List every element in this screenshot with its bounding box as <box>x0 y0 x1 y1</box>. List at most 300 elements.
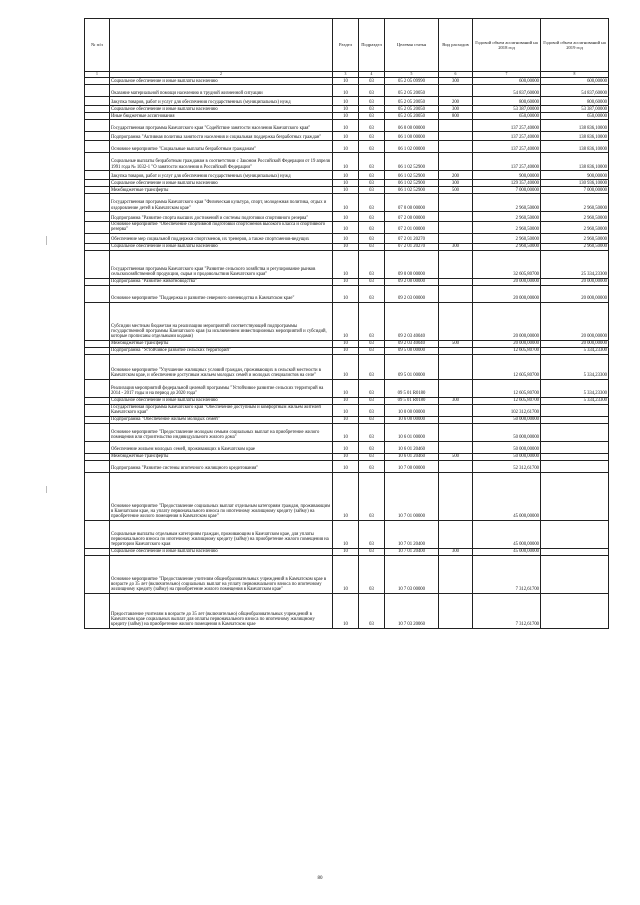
cell-podrazdel: 03 <box>359 347 385 354</box>
cell-exptype <box>439 278 473 285</box>
cell-2018: 2 960,50000 <box>473 243 541 250</box>
cell-name: Иные бюджетные ассигнования <box>110 113 333 120</box>
cell-podrazdel: 03 <box>359 379 385 397</box>
budget-table <box>84 18 609 629</box>
cell-podrazdel: 03 <box>359 141 385 153</box>
cell-exptype: 500 <box>439 187 473 194</box>
cell-2019 <box>541 520 609 548</box>
cell-article: 05 2 05 20050 <box>385 106 439 113</box>
cell-number <box>85 416 110 423</box>
cell-podrazdel: 03 <box>359 187 385 194</box>
table-row <box>85 106 609 113</box>
cell-article: 09 5 01 R0180 <box>385 379 439 397</box>
cell-2018: 7 312,61700 <box>473 555 541 593</box>
cell-2018: 52 312,61700 <box>473 460 541 472</box>
cell-2018: 137 257,40000 <box>473 141 541 153</box>
cell-2019 <box>541 423 609 441</box>
cell-number <box>85 472 110 520</box>
cell-exptype: 200 <box>439 171 473 180</box>
cell-exptype <box>439 520 473 548</box>
cell-name: Основное мероприятие "Предоставление молодым семьям социальных выплат на приобретение жилого помещения или строительство индивидуального жилого дома" <box>110 423 333 441</box>
cell-razdel: 10 <box>333 423 359 441</box>
cell-number <box>85 141 110 153</box>
cell-2019: 7 000,00000 <box>541 187 609 194</box>
cell-name: Государственная программа Камчатского края "Физическая культура, спорт, молодежная политика, отдых и оздоровление детей в Камчатском крае" <box>110 194 333 212</box>
cell-name: Основное мероприятие "Социальные выплаты безработным гражданам" <box>110 141 333 153</box>
cell-name: Социальные выплаты отдельным категориям граждан, проживающим в Камчатском крае, для уплаты первоначального взноса по ипотечному жилищному кредиту (займу) на приобретение жилого помещения на территории Камчатского края <box>110 520 333 548</box>
cell-2018: 102 312,61700 <box>473 404 541 416</box>
cell-exptype: 200 <box>439 97 473 106</box>
table-row <box>85 120 609 132</box>
table-row <box>85 132 609 141</box>
cell-podrazdel: 03 <box>359 441 385 453</box>
table-row <box>85 555 609 593</box>
budget-document <box>84 18 608 629</box>
cell-exptype: 300 <box>439 78 473 85</box>
table-row <box>85 340 609 347</box>
cell-exptype <box>439 285 473 302</box>
cell-exptype: 300 <box>439 243 473 250</box>
cell-razdel: 10 <box>333 113 359 120</box>
cell-article: 07 2 00 00000 <box>385 212 439 222</box>
cell-podrazdel: 03 <box>359 278 385 285</box>
cell-2019: 138 836,10000 <box>541 120 609 132</box>
cell-2019: 20 000,00000 <box>541 278 609 285</box>
cell-exptype <box>439 194 473 212</box>
cell-podrazdel: 03 <box>359 106 385 113</box>
cell-2019: 900,00000 <box>541 171 609 180</box>
cell-podrazdel: 03 <box>359 520 385 548</box>
table-row <box>85 460 609 472</box>
page-number: 80 <box>317 876 323 881</box>
cell-name: Социальное обеспечение и иные выплаты населению <box>110 180 333 187</box>
cell-2019: 2 960,50000 <box>541 194 609 212</box>
cell-name: Межбюджетные трансферты <box>110 187 333 194</box>
cell-number <box>85 132 110 141</box>
cell-podrazdel: 03 <box>359 132 385 141</box>
cell-2019 <box>541 593 609 628</box>
cell-podrazdel: 03 <box>359 397 385 404</box>
cell-podrazdel: 03 <box>359 233 385 243</box>
cell-number <box>85 347 110 354</box>
cell-razdel: 10 <box>333 520 359 548</box>
cell-article: 10 6 01 20460 <box>385 453 439 460</box>
cell-number <box>85 423 110 441</box>
cell-2019: 600,00000 <box>541 78 609 85</box>
cell-2019: 20 000,00000 <box>541 302 609 340</box>
cell-2019 <box>541 441 609 453</box>
table-row <box>85 379 609 397</box>
cell-number <box>85 453 110 460</box>
cell-number <box>85 548 110 555</box>
header-col-2019: Годовой объем ассигнований на 2019 год <box>541 19 609 72</box>
cell-2019: 800,60000 <box>541 97 609 106</box>
cell-exptype <box>439 250 473 278</box>
cell-article: 10 7 01 20400 <box>385 520 439 548</box>
column-number: 7 <box>473 72 541 78</box>
table-row <box>85 153 609 171</box>
table-row <box>85 222 609 234</box>
cell-2019: 2 960,50000 <box>541 212 609 222</box>
cell-razdel: 10 <box>333 441 359 453</box>
cell-podrazdel: 03 <box>359 243 385 250</box>
cell-exptype <box>439 460 473 472</box>
cell-2018: 12 605,80700 <box>473 379 541 397</box>
cell-2018: 50 000,00000 <box>473 416 541 423</box>
cell-article: 07 0 00 00000 <box>385 194 439 212</box>
cell-article: 09 0 00 00000 <box>385 250 439 278</box>
table-row <box>85 180 609 187</box>
cell-razdel: 10 <box>333 106 359 113</box>
cell-2019: 650,00000 <box>541 113 609 120</box>
cell-podrazdel: 03 <box>359 472 385 520</box>
cell-number <box>85 555 110 593</box>
cell-2019: 54 837,60000 <box>541 85 609 97</box>
header-col-exptype: Вид расходов <box>439 19 473 72</box>
cell-2018: 2 960,50000 <box>473 212 541 222</box>
cell-podrazdel: 03 <box>359 548 385 555</box>
cell-podrazdel: 03 <box>359 78 385 85</box>
cell-article: 05 2 05 20050 <box>385 113 439 120</box>
header-col-podrazdel: Подраздел <box>359 19 385 72</box>
cell-number <box>85 233 110 243</box>
cell-exptype <box>439 555 473 593</box>
table-row <box>85 278 609 285</box>
cell-2019: 2 960,50000 <box>541 233 609 243</box>
table-row <box>85 141 609 153</box>
cell-name: Подпрограмма "Развитие животноводства" <box>110 278 333 285</box>
cell-2018: 53 387,00000 <box>473 106 541 113</box>
cell-2019: 130 936,10000 <box>541 180 609 187</box>
cell-2019 <box>541 453 609 460</box>
cell-razdel: 10 <box>333 472 359 520</box>
cell-2018: 45 000,00000 <box>473 472 541 520</box>
cell-name: Реализация мероприятий федеральной целевой программы "Устойчивое развитие сельских территорий на 2014 - 2017 годы и на период до 2020 года" <box>110 379 333 397</box>
cell-exptype <box>439 302 473 340</box>
cell-2019: 5 334,23300 <box>541 397 609 404</box>
table-row <box>85 233 609 243</box>
table-row <box>85 187 609 194</box>
cell-number <box>85 243 110 250</box>
cell-name: Подпрограмма "Развитие спорта высших достижений и системы подготовки спортивного резерва" <box>110 212 333 222</box>
cell-name: Социальное обеспечение и иные выплаты населению <box>110 243 333 250</box>
table-row <box>85 548 609 555</box>
cell-podrazdel: 03 <box>359 302 385 340</box>
cell-name: Социальное обеспечение и иные выплаты населению <box>110 106 333 113</box>
cell-exptype: 800 <box>439 113 473 120</box>
table-row <box>85 453 609 460</box>
cell-number <box>85 85 110 97</box>
cell-exptype <box>439 120 473 132</box>
cell-exptype <box>439 423 473 441</box>
cell-article: 06 1 02 52900 <box>385 153 439 171</box>
cell-2018: 2 960,50000 <box>473 194 541 212</box>
cell-2018: 2 960,50000 <box>473 222 541 234</box>
scan-margin-mark <box>46 236 47 245</box>
cell-name: Государственная программа Камчатского края "Обеспечение доступным и комфортным жильем жителей Камчатского края" <box>110 404 333 416</box>
cell-razdel: 10 <box>333 453 359 460</box>
table-row <box>85 472 609 520</box>
cell-razdel: 10 <box>333 397 359 404</box>
cell-exptype <box>439 212 473 222</box>
cell-name: Обеспечение мер социальной поддержки спортсменов, их тренеров, а также спортсменов-ведущих <box>110 233 333 243</box>
cell-name: Государственная программа Камчатского края "Содействие занятости населения Камчатского края" <box>110 120 333 132</box>
cell-number <box>85 379 110 397</box>
cell-exptype: 500 <box>439 453 473 460</box>
cell-exptype <box>439 233 473 243</box>
cell-number <box>85 194 110 212</box>
cell-razdel: 10 <box>333 233 359 243</box>
cell-2018: 129 357,40000 <box>473 180 541 187</box>
cell-article: 09 5 00 00000 <box>385 347 439 354</box>
cell-exptype: 300 <box>439 106 473 113</box>
header-col-article: Целевая статья <box>385 19 439 72</box>
table-row <box>85 593 609 628</box>
cell-number <box>85 250 110 278</box>
cell-exptype <box>439 354 473 379</box>
cell-podrazdel: 03 <box>359 460 385 472</box>
cell-article: 07 2 01 20270 <box>385 233 439 243</box>
table-row <box>85 416 609 423</box>
cell-2018: 137 257,40000 <box>473 153 541 171</box>
cell-2018: 12 605,80700 <box>473 397 541 404</box>
cell-2019: 5 334,23300 <box>541 347 609 354</box>
table-row <box>85 347 609 354</box>
cell-podrazdel: 03 <box>359 153 385 171</box>
cell-article: 06 1 02 52900 <box>385 171 439 180</box>
cell-razdel: 10 <box>333 171 359 180</box>
cell-name: Предоставление учителям в возрасте до 35 лет (включительно) общеобразовательных учреждений в Камчатском крае социальных выплат для оплаты первоначального взноса по ипотечному жилищному кредиту (займу) на приобретение жилого помещения в Камчатском крае <box>110 593 333 628</box>
cell-razdel: 10 <box>333 141 359 153</box>
cell-razdel: 10 <box>333 302 359 340</box>
cell-name: Закупка товаров, работ и услуг для обеспечения государственных (муниципальных) нужд <box>110 171 333 180</box>
table-row <box>85 520 609 548</box>
cell-exptype <box>439 441 473 453</box>
header-row <box>85 19 609 72</box>
cell-article: 05 2 05 20050 <box>385 85 439 97</box>
cell-razdel: 10 <box>333 416 359 423</box>
cell-number <box>85 404 110 416</box>
cell-podrazdel: 03 <box>359 285 385 302</box>
cell-podrazdel: 03 <box>359 222 385 234</box>
header-col-name <box>110 19 333 72</box>
cell-article: 06 1 02 52900 <box>385 180 439 187</box>
cell-number <box>85 78 110 85</box>
cell-name: Основное мероприятие "Улучшение жилищных условий граждан, проживающих в сельской местности в Камчатском крае, и обеспечение доступным жильем молодых семей и молодых специалистов на селе" <box>110 354 333 379</box>
cell-razdel: 10 <box>333 222 359 234</box>
cell-razdel: 10 <box>333 194 359 212</box>
cell-2018: 12 605,80700 <box>473 354 541 379</box>
cell-2019 <box>541 548 609 555</box>
cell-2019: 25 334,23300 <box>541 250 609 278</box>
cell-podrazdel: 03 <box>359 453 385 460</box>
cell-name: Социальное обеспечение и иные выплаты населению <box>110 548 333 555</box>
cell-article: 09 2 03 40040 <box>385 340 439 347</box>
cell-2019: 2 960,50000 <box>541 243 609 250</box>
cell-2019 <box>541 460 609 472</box>
column-number: 8 <box>541 72 609 78</box>
column-number: 1 <box>85 72 110 78</box>
cell-razdel: 10 <box>333 278 359 285</box>
cell-2018: 20 000,00000 <box>473 285 541 302</box>
cell-2018: 50 000,00000 <box>473 453 541 460</box>
cell-number <box>85 212 110 222</box>
cell-podrazdel: 03 <box>359 250 385 278</box>
cell-name: Основное мероприятие "Предоставление социальных выплат отдельным категориям граждан, проживающим в Камчатском крае, на уплату первоначального взноса по ипотечному жилищному кредиту (займу) на приобретение жилого помещения в Камчатском крае" <box>110 472 333 520</box>
cell-exptype: 500 <box>439 340 473 347</box>
cell-number <box>85 278 110 285</box>
cell-podrazdel: 03 <box>359 120 385 132</box>
cell-exptype <box>439 85 473 97</box>
column-number: 6 <box>439 72 473 78</box>
cell-name: Межбюджетные трансферты <box>110 453 333 460</box>
cell-exptype <box>439 593 473 628</box>
cell-name: Межбюджетные трансферты <box>110 340 333 347</box>
cell-exptype: 300 <box>439 397 473 404</box>
cell-razdel: 10 <box>333 354 359 379</box>
cell-name: Основное мероприятие "Поддержка и развитие северного оленеводства в Камчатском крае" <box>110 285 333 302</box>
cell-razdel: 10 <box>333 97 359 106</box>
cell-exptype <box>439 222 473 234</box>
table-row <box>85 85 609 97</box>
cell-podrazdel: 03 <box>359 113 385 120</box>
cell-razdel: 10 <box>333 180 359 187</box>
cell-exptype: 300 <box>439 548 473 555</box>
cell-exptype <box>439 347 473 354</box>
table-row <box>85 250 609 278</box>
cell-exptype: 300 <box>439 180 473 187</box>
cell-number <box>85 441 110 453</box>
cell-razdel: 10 <box>333 243 359 250</box>
cell-podrazdel: 03 <box>359 423 385 441</box>
cell-razdel: 10 <box>333 379 359 397</box>
cell-article: 09 2 03 40040 <box>385 302 439 340</box>
cell-article: 10 6 01 00000 <box>385 423 439 441</box>
cell-number <box>85 460 110 472</box>
cell-podrazdel: 03 <box>359 194 385 212</box>
table-row <box>85 423 609 441</box>
cell-2018: 20 000,00000 <box>473 340 541 347</box>
cell-number <box>85 593 110 628</box>
table-row <box>85 171 609 180</box>
cell-article: 10 7 00 00000 <box>385 460 439 472</box>
cell-exptype <box>439 132 473 141</box>
cell-number <box>85 354 110 379</box>
cell-razdel: 10 <box>333 132 359 141</box>
cell-podrazdel: 03 <box>359 555 385 593</box>
cell-2018: 20 000,00000 <box>473 302 541 340</box>
cell-name: Закупка товаров, работ и услуг для обеспечения государственных (муниципальных) нужд <box>110 97 333 106</box>
cell-exptype <box>439 472 473 520</box>
cell-number <box>85 97 110 106</box>
cell-article: 10 7 03 00000 <box>385 555 439 593</box>
cell-number <box>85 153 110 171</box>
cell-number <box>85 285 110 302</box>
cell-razdel: 10 <box>333 285 359 302</box>
cell-number <box>85 340 110 347</box>
cell-article: 05 2 05 09990 <box>385 78 439 85</box>
cell-2018: 7 312,61700 <box>473 593 541 628</box>
cell-article: 06 0 00 00000 <box>385 120 439 132</box>
cell-2019 <box>541 472 609 520</box>
cell-razdel: 10 <box>333 78 359 85</box>
cell-podrazdel: 03 <box>359 340 385 347</box>
cell-number <box>85 120 110 132</box>
table-row <box>85 397 609 404</box>
cell-2018: 800,60000 <box>473 97 541 106</box>
cell-number <box>85 302 110 340</box>
cell-podrazdel: 03 <box>359 354 385 379</box>
column-number: 4 <box>359 72 385 78</box>
cell-name: Субсидии местным бюджетам на реализацию мероприятий соответствующей подпрограммы государственной программы Камчатского края (за исключением инвестиционных мероприятий и субсидий, которые прописаны отдельными кодами) <box>110 302 333 340</box>
cell-razdel: 10 <box>333 460 359 472</box>
cell-2018: 50 000,00000 <box>473 423 541 441</box>
cell-podrazdel: 03 <box>359 593 385 628</box>
cell-2019: 20 000,00000 <box>541 285 609 302</box>
cell-name: Социальное обеспечение и иные выплаты населению <box>110 78 333 85</box>
cell-razdel: 10 <box>333 347 359 354</box>
table-row <box>85 354 609 379</box>
cell-2018: 137 257,40000 <box>473 120 541 132</box>
cell-razdel: 10 <box>333 153 359 171</box>
cell-exptype <box>439 379 473 397</box>
cell-2019 <box>541 416 609 423</box>
cell-name: Подпрограмма "Устойчивое развитие сельских территорий" <box>110 347 333 354</box>
cell-2018: 50 000,00000 <box>473 441 541 453</box>
cell-razdel: 10 <box>333 187 359 194</box>
cell-exptype <box>439 404 473 416</box>
cell-number <box>85 187 110 194</box>
column-number: 5 <box>385 72 439 78</box>
cell-number <box>85 106 110 113</box>
cell-2018: 45 000,00000 <box>473 520 541 548</box>
cell-article: 10 0 00 00000 <box>385 404 439 416</box>
cell-number <box>85 113 110 120</box>
cell-podrazdel: 03 <box>359 212 385 222</box>
table-row <box>85 285 609 302</box>
cell-2018: 20 000,00000 <box>473 278 541 285</box>
cell-article: 09 5 01 00000 <box>385 354 439 379</box>
cell-article: 10 7 01 20400 <box>385 548 439 555</box>
cell-2018: 600,00000 <box>473 78 541 85</box>
cell-2019 <box>541 404 609 416</box>
cell-razdel: 10 <box>333 250 359 278</box>
cell-exptype <box>439 153 473 171</box>
cell-number <box>85 180 110 187</box>
cell-podrazdel: 03 <box>359 171 385 180</box>
table-row <box>85 78 609 85</box>
cell-2019: 5 334,23300 <box>541 379 609 397</box>
cell-article: 09 2 03 00000 <box>385 285 439 302</box>
cell-number <box>85 397 110 404</box>
cell-2019: 20 000,00000 <box>541 340 609 347</box>
cell-2018: 7 000,00000 <box>473 187 541 194</box>
cell-podrazdel: 03 <box>359 416 385 423</box>
cell-number <box>85 171 110 180</box>
cell-podrazdel: 03 <box>359 180 385 187</box>
cell-razdel: 10 <box>333 340 359 347</box>
cell-name: Оказание материальной помощи населению в трудной жизненной ситуации <box>110 85 333 97</box>
table-row <box>85 404 609 416</box>
cell-article: 06 1 00 00000 <box>385 132 439 141</box>
table-row <box>85 243 609 250</box>
cell-article: 05 2 05 20050 <box>385 97 439 106</box>
cell-2019: 5 334,23300 <box>541 354 609 379</box>
table-row <box>85 212 609 222</box>
table-row <box>85 441 609 453</box>
budget-table-body <box>85 19 609 629</box>
cell-2018: 650,00000 <box>473 113 541 120</box>
